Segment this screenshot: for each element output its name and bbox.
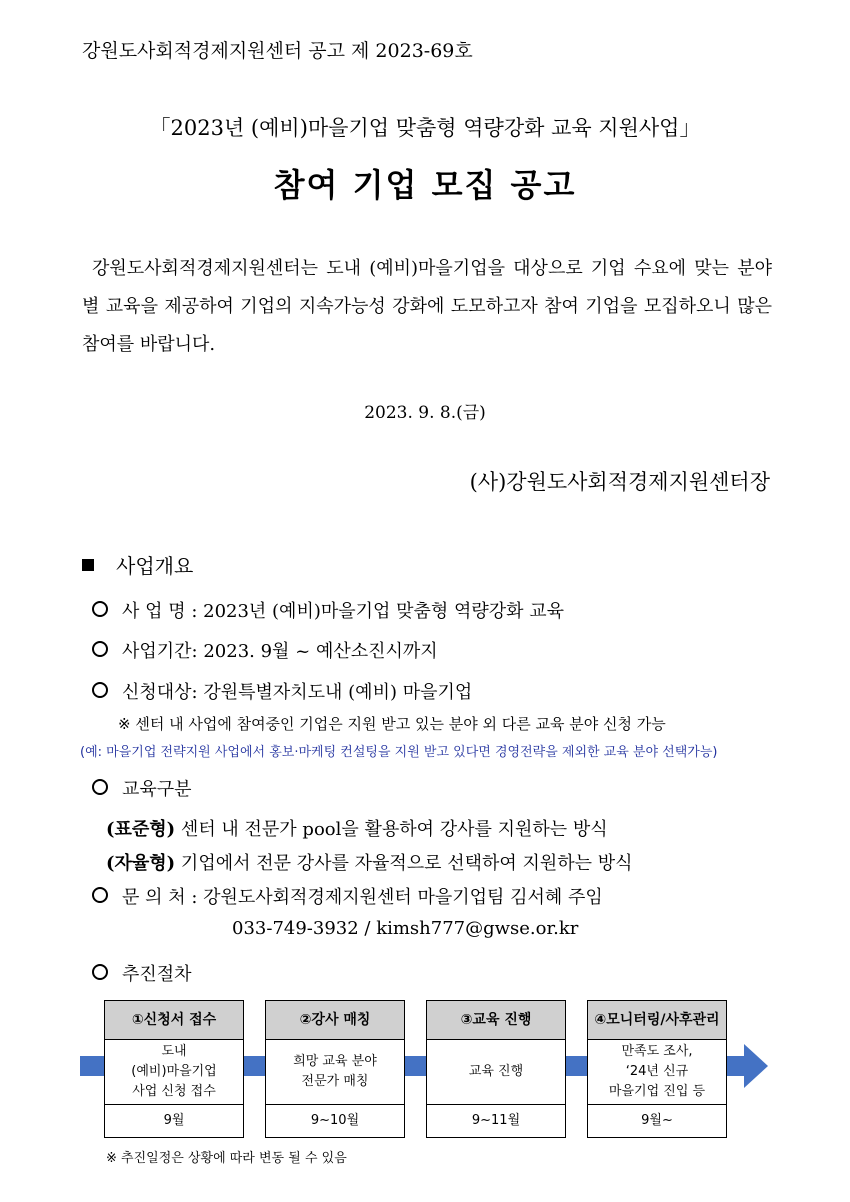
step-body: 만족도 조사, ‘24년 신규 마을기업 진입 등 — [588, 1040, 726, 1105]
step-title: ①신청서 접수 — [105, 1001, 243, 1040]
edu-standard-line — [106, 815, 608, 841]
step-period: 9월 — [163, 1113, 185, 1128]
procedure-step-4 — [587, 1000, 727, 1138]
step-period: 9~10월 — [310, 1113, 360, 1128]
section-heading-text: 사업개요 — [116, 554, 194, 578]
procedure-step-3 — [426, 1000, 566, 1138]
procedure-item — [92, 960, 192, 986]
edu-self-line — [106, 849, 633, 875]
contact-phone-email: 033-749-3932 / kimsh777@gwse.or.kr — [232, 918, 579, 939]
step-period: 9월~ — [641, 1113, 673, 1128]
edu-self-text: 기업에서 전문 강사를 자율적으로 선택하여 지원하는 방식 — [175, 853, 633, 874]
procedure-step-2 — [265, 1000, 405, 1138]
issuer: (사)강원도사회적경제지원센터장 — [469, 470, 770, 494]
target-item — [92, 678, 472, 704]
step-title: ③교육 진행 — [427, 1001, 565, 1040]
education-type-text: 교육구분 — [122, 779, 192, 800]
edu-self-label: (자율형) — [106, 853, 176, 874]
circle-bullet-icon — [92, 641, 108, 657]
step-body: 희망 교육 분야 전문가 매칭 — [266, 1040, 404, 1105]
edu-standard-label: (표준형) — [106, 819, 176, 840]
target-example: (예: 마을기업 전략지원 사업에서 홍보·마케팅 컨설팅을 지원 받고 있다면 경영전략을 제외한 교육 분야 선택가능) — [80, 745, 718, 760]
issue-date: 2023. 9. 8.(금) — [364, 403, 486, 423]
procedure-text: 추진절차 — [122, 964, 192, 985]
business-period-item — [92, 637, 438, 663]
intro-text: 강원도사회적경제지원센터는 도내 (예비)마을기업을 대상으로 기업 수요에 맞는 분야별 교육을 제공하여 기업의 지속가능성 강화에 도모하고자 참여 기업을 모집하오니 많은 참여를 바랍니다. — [82, 258, 772, 355]
circle-bullet-icon — [92, 682, 108, 698]
step-title: ④모니터링/사후관리 — [588, 1001, 726, 1040]
square-bullet-icon — [82, 559, 94, 571]
education-type-item — [92, 775, 192, 801]
contact-item — [92, 883, 603, 909]
contact-text: 문 의 처 : 강원도사회적경제지원센터 마을기업팀 김서혜 주임 — [122, 887, 603, 908]
circle-bullet-icon — [92, 779, 108, 795]
circle-bullet-icon — [92, 601, 108, 617]
procedure-step-1 — [104, 1000, 244, 1138]
arrow-right-icon — [744, 1044, 768, 1088]
step-body: 교육 진행 — [427, 1040, 565, 1105]
step-period: 9~11월 — [471, 1113, 521, 1128]
business-name-text: 사 업 명 : 2023년 (예비)마을기업 맞춤형 역량강화 교육 — [122, 601, 565, 622]
main-title: 참여 기업 모집 공고 — [273, 166, 577, 204]
business-name-item — [92, 597, 564, 623]
schedule-note: ※ 추진일정은 상황에 따라 변동 될 수 있음 — [106, 1151, 347, 1166]
business-period-text: 사업기간: 2023. 9월 ~ 예산소진시까지 — [122, 641, 438, 662]
target-text: 신청대상: 강원특별자치도내 (예비) 마을기업 — [122, 682, 473, 703]
circle-bullet-icon — [92, 964, 108, 980]
notice-number: 강원도사회적경제지원센터 공고 제 2023-69호 — [82, 40, 473, 62]
step-body: 도내 (예비)마을기업 사업 신청 접수 — [105, 1040, 243, 1105]
sub-title: 「2023년 (예비)마을기업 맞춤형 역량강화 교육 지원사업」 — [149, 116, 701, 140]
section-heading — [82, 550, 193, 579]
step-title: ②강사 매칭 — [266, 1001, 404, 1040]
edu-standard-text: 센터 내 전문가 pool을 활용하여 강사를 지원하는 방식 — [175, 819, 608, 840]
intro-paragraph — [82, 250, 772, 364]
procedure-flow — [80, 998, 770, 1138]
target-note: ※ 센터 내 사업에 참여중인 기업은 지원 받고 있는 분야 외 다른 교육 분야 신청 가능 — [118, 715, 666, 733]
circle-bullet-icon — [92, 887, 108, 903]
